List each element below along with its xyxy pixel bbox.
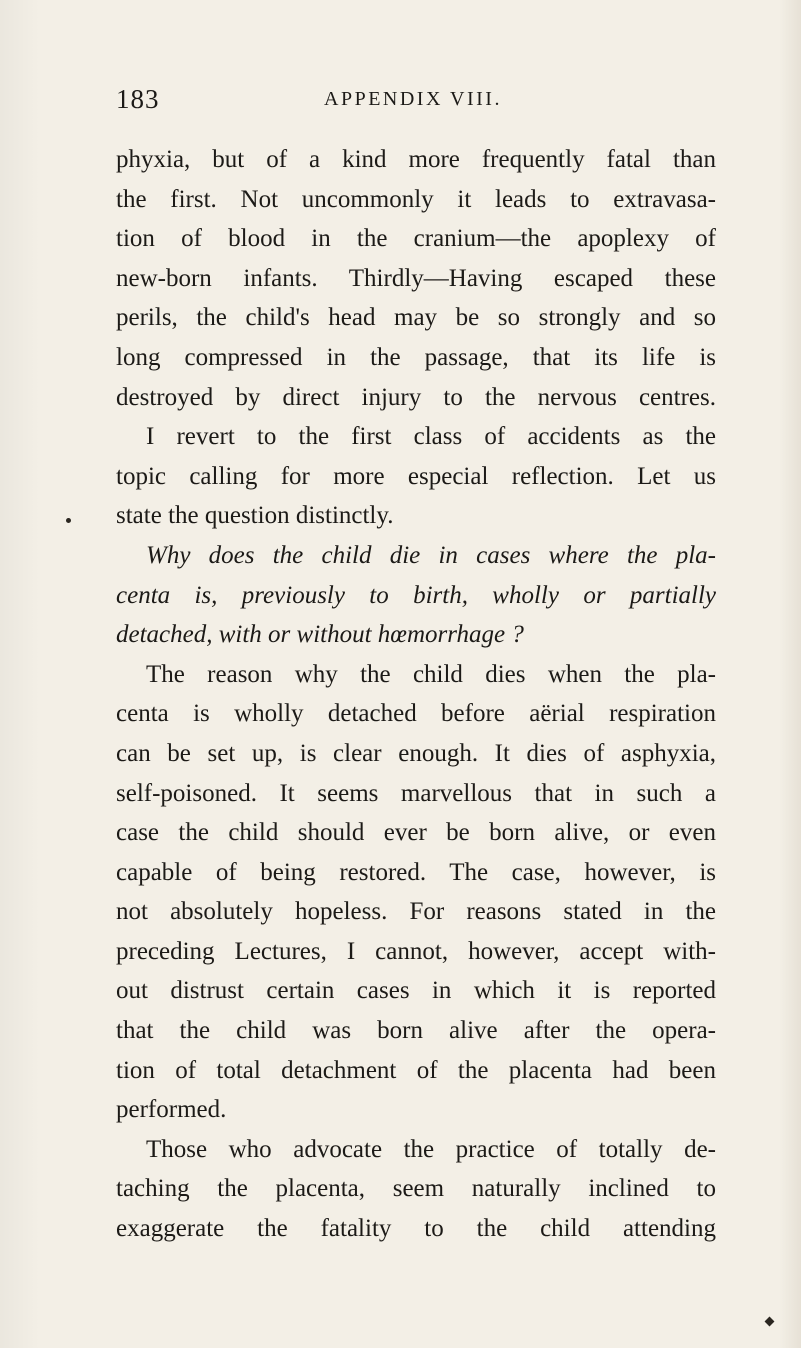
- running-head: [116, 84, 716, 124]
- italic-question-line: detached, with or without hœmorrhage ?: [116, 621, 524, 649]
- text-line: not absolutely hopeless. For reasons stated in the: [116, 898, 716, 926]
- text-line: perils, the child's head may be so strongly and so: [116, 304, 716, 332]
- text-line: capable of being restored. The case, however, is: [116, 858, 716, 886]
- text-line: performed.: [116, 1096, 227, 1124]
- text-line: The reason why the child dies when the pla-: [146, 660, 716, 688]
- text-line: topic calling for more especial reflection. Let us: [116, 462, 716, 490]
- text-line: preceding Lectures, I cannot, however, accept with-: [116, 937, 716, 965]
- page-number: 183: [116, 84, 160, 114]
- text-line: out distrust certain cases in which it is reported: [116, 977, 716, 1005]
- text-line: new-born infants. Thirdly—Having escaped these: [116, 264, 716, 292]
- italic-question-line: centa is, previously to birth, wholly or partially: [116, 581, 716, 609]
- text-line: tion of blood in the cranium—the apoplexy of: [116, 225, 716, 253]
- text-line: phyxia, but of a kind more frequently fatal than: [116, 146, 716, 173]
- text-line: that the child was born alive after the opera-: [116, 1017, 716, 1045]
- running-title: APPENDIX VIII.: [324, 88, 502, 110]
- text-line: self-poisoned. It seems marvellous that in such a: [116, 779, 716, 807]
- text-line: the first. Not uncommonly it leads to extravasa-: [116, 185, 716, 213]
- text-line: long compressed in the passage, that its life is: [116, 343, 716, 371]
- text-line: can be set up, is clear enough. It dies of asphyxia,: [116, 739, 716, 767]
- text-line: state the question distinctly.: [116, 502, 394, 530]
- text-line: Those who advocate the practice of totally de-: [146, 1135, 716, 1163]
- text-line: I revert to the first class of accidents as the: [146, 423, 716, 451]
- text-line: exaggerate the fatality to the child attending: [116, 1215, 716, 1243]
- text-line: destroyed by direct injury to the nervous centres.: [116, 383, 716, 411]
- corner-mark: [765, 1317, 775, 1327]
- margin-mark: [66, 518, 71, 523]
- text-line: taching the placenta, seem naturally inclined to: [116, 1175, 716, 1203]
- text-line: case the child should ever be born alive, or even: [116, 819, 716, 847]
- italic-question-line: Why does the child die in cases where the pla-: [146, 541, 716, 569]
- text-line: tion of total detachment of the placenta had been: [116, 1056, 716, 1084]
- text-line: centa is wholly detached before aërial respiration: [116, 700, 716, 728]
- body-text: [116, 140, 716, 1249]
